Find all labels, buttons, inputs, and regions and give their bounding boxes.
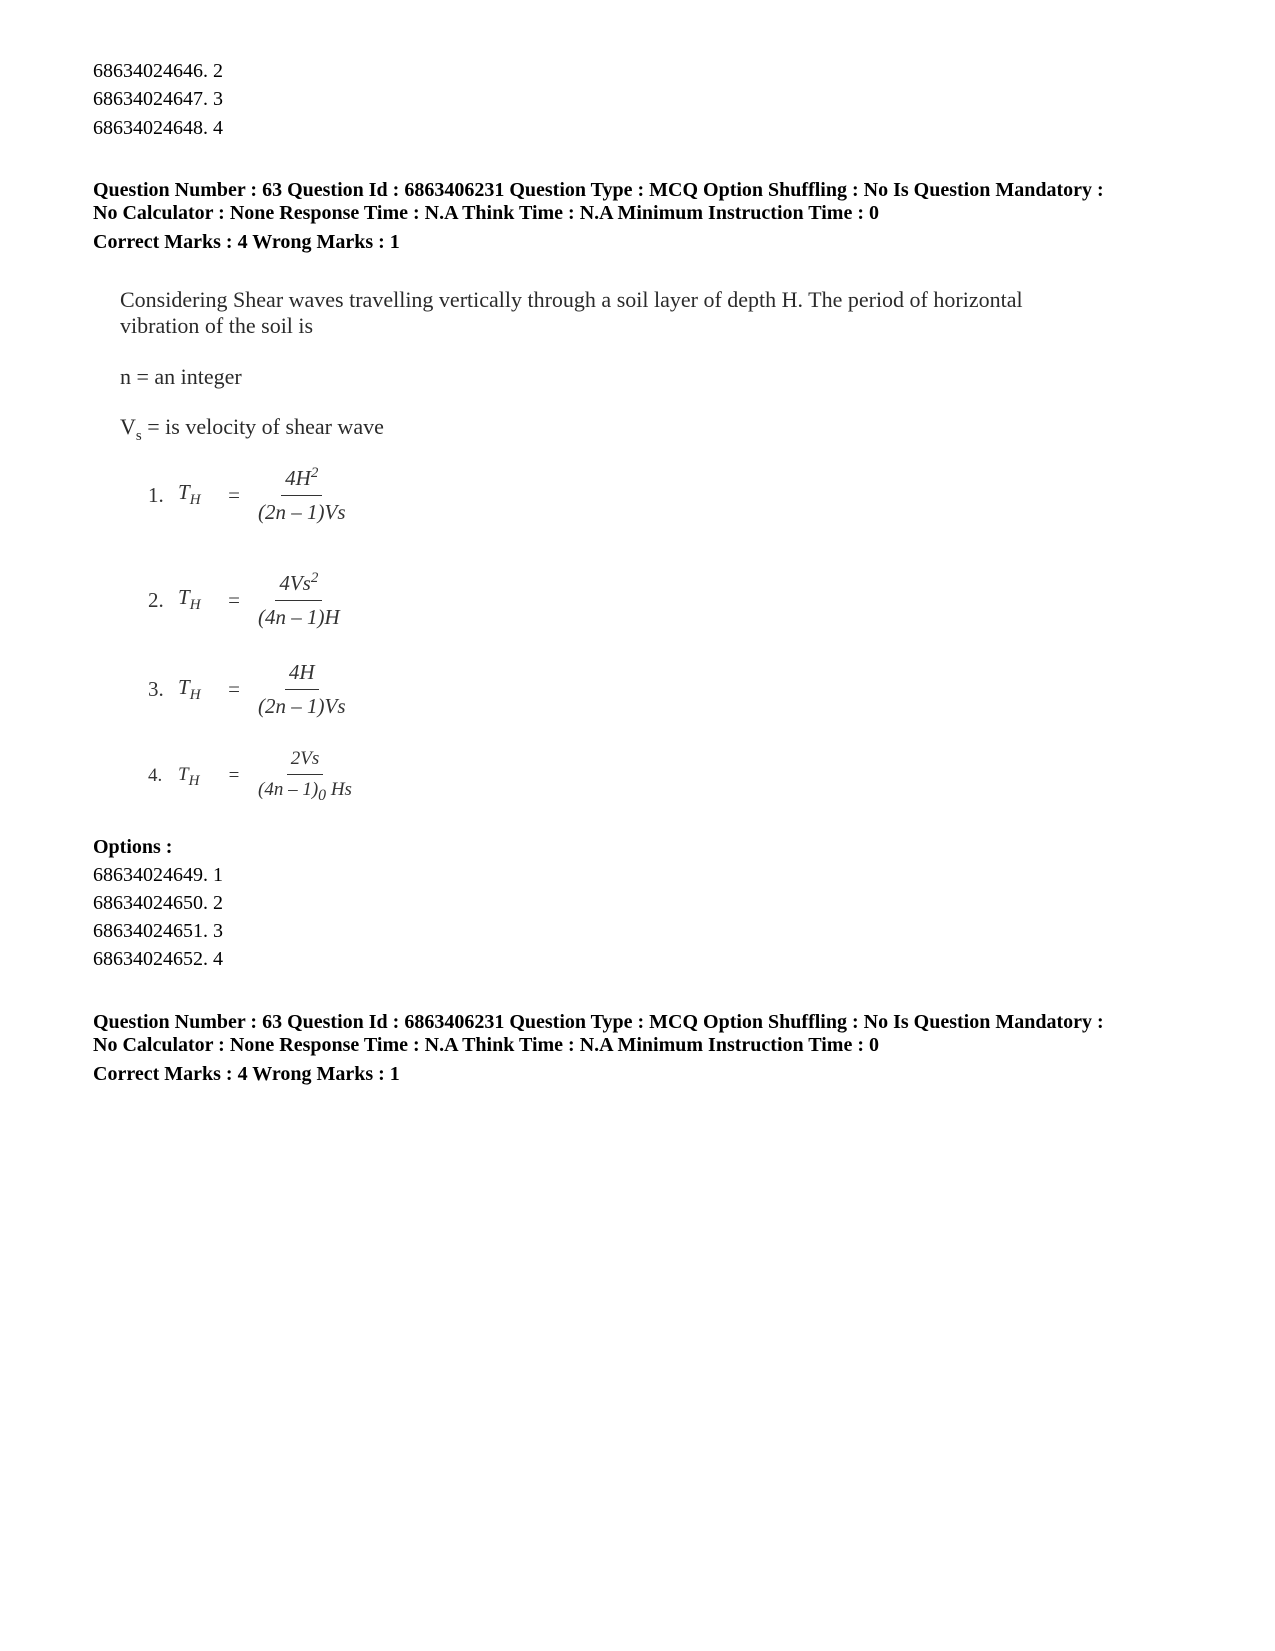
formula-1 <box>148 465 350 525</box>
formula-2 <box>148 570 344 630</box>
q1-text-line2: vibration of the soil is <box>120 313 314 338</box>
formula-eq: = <box>228 482 240 507</box>
prev-option-2: 68634024647. 3 <box>93 88 223 110</box>
formula-label: 1. <box>148 482 164 507</box>
formula-eq: = <box>228 677 240 701</box>
option-4: 68634024652. 4 <box>93 948 223 970</box>
prev-option-3: 68634024648. 4 <box>93 117 223 139</box>
formula-label: 3. <box>148 677 164 701</box>
q1-text-line1: Considering Shear waves travelling vertically through a soil layer of depth H. The period of horizontal <box>120 287 1023 312</box>
formula-t: $T_H$ <box>178 674 201 704</box>
q2-header-line1: Question Number : 63 Question Id : 6863406231 Question Type : MCQ Option Shuffling : No Is Question Mandatory : <box>93 1011 1104 1033</box>
option-2: 68634024650. 2 <box>93 892 223 914</box>
q2-header-line2: No Calculator : None Response Time : N.A Think Time : N.A Minimum Instruction Time : 0 <box>93 1034 879 1056</box>
formula-fraction: $\frac{4H^2}{(2n - 1)Vs}$ <box>258 465 346 524</box>
formula-t: $T_H$ <box>178 585 201 614</box>
options-label: Options : <box>93 836 173 858</box>
vs-text: = is velocity of shear wave <box>141 414 384 439</box>
q1-n-definition: n = an integer <box>120 364 242 389</box>
q1-vs-definition <box>120 413 384 450</box>
formula-label: 2. <box>148 587 164 612</box>
formula-eq: = <box>228 765 240 787</box>
vs-subscript: s <box>135 428 142 444</box>
formula-label: 4. <box>148 765 163 787</box>
q1-header-line1: Question Number : 63 Question Id : 6863406231 Question Type : MCQ Option Shuffling : No Is Question Mandatory : <box>93 179 1104 201</box>
formula-fraction: $\frac{4H}{(2n - 1)Vs}$ <box>258 660 346 718</box>
prev-option-1: 68634024646. 2 <box>93 60 223 82</box>
formula-fraction: $\frac{2Vs}{(4n - 1)_0 Hs}$ <box>258 748 352 804</box>
option-3: 68634024651. 3 <box>93 920 223 942</box>
vs-symbol: V <box>120 414 136 439</box>
option-1: 68634024649. 1 <box>93 864 223 886</box>
q2-marks: Correct Marks : 4 Wrong Marks : 1 <box>93 1063 400 1085</box>
formula-t: $T_H$ <box>178 763 200 789</box>
formula-t: $T_H$ <box>178 480 201 509</box>
q1-marks: Correct Marks : 4 Wrong Marks : 1 <box>93 231 400 253</box>
formula-eq: = <box>228 587 240 612</box>
formula-fraction: $\frac{4Vs^2}{(4n - 1)H}$ <box>258 570 340 629</box>
q1-header-line2: No Calculator : None Response Time : N.A Think Time : N.A Minimum Instruction Time : 0 <box>93 202 879 224</box>
formula-3 <box>148 660 350 719</box>
formula-4 <box>148 748 356 805</box>
